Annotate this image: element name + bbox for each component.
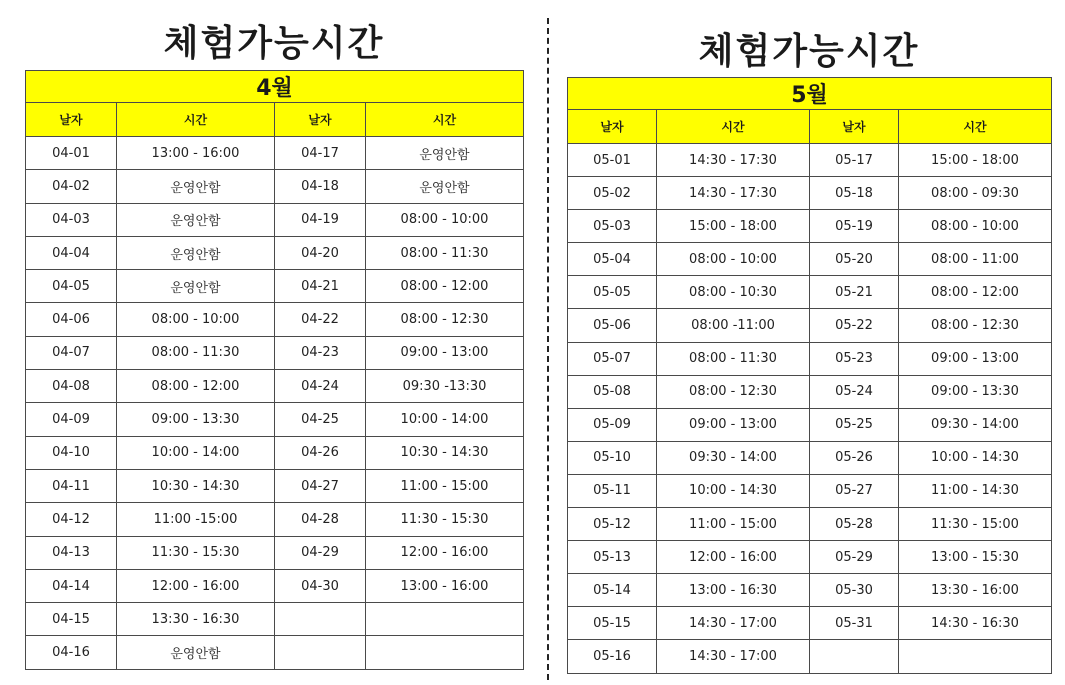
date-cell: 05-29: [810, 541, 899, 574]
table-row: [568, 177, 1052, 210]
date-cell: 05-14: [568, 574, 657, 607]
time-cell: 09:00 - 13:30: [117, 403, 275, 436]
table-row: [26, 370, 524, 403]
date-cell: 04-11: [26, 469, 117, 502]
date-cell: 04-07: [26, 336, 117, 369]
time-cell: 08:00 - 10:30: [657, 276, 810, 309]
table-row: [26, 469, 524, 502]
date-cell: 04-18: [275, 170, 366, 203]
table-row: [568, 408, 1052, 441]
time-cell: 08:00 - 12:00: [366, 270, 524, 303]
time-cell: 13:30 - 16:00: [899, 574, 1052, 607]
date-cell: [275, 603, 366, 636]
table-row: [26, 436, 524, 469]
date-cell: 04-01: [26, 137, 117, 170]
header-time: 시간: [657, 110, 810, 144]
time-cell: 13:00 - 16:30: [657, 574, 810, 607]
date-cell: 05-06: [568, 309, 657, 342]
time-cell: 15:00 - 18:00: [899, 144, 1052, 177]
date-cell: 04-17: [275, 137, 366, 170]
date-cell: 04-02: [26, 170, 117, 203]
time-cell: 운영안함: [117, 270, 275, 303]
april-title: 체험가능시간: [163, 23, 385, 64]
table-row: [26, 603, 524, 636]
date-cell: 04-03: [26, 203, 117, 236]
date-cell: [275, 636, 366, 669]
table-row: [26, 170, 524, 203]
date-cell: 04-15: [26, 603, 117, 636]
date-cell: 04-05: [26, 270, 117, 303]
table-row: [26, 536, 524, 569]
date-cell: 04-25: [275, 403, 366, 436]
date-cell: 04-10: [26, 436, 117, 469]
table-row: [26, 569, 524, 602]
time-cell: 10:30 - 14:30: [117, 469, 275, 502]
date-cell: 05-25: [810, 408, 899, 441]
date-cell: 05-01: [568, 144, 657, 177]
date-cell: 04-09: [26, 403, 117, 436]
time-cell: 14:30 - 17:00: [657, 640, 810, 673]
date-cell: 05-21: [810, 276, 899, 309]
time-cell: 09:00 - 13:30: [899, 375, 1052, 408]
time-cell: 10:00 - 14:30: [657, 474, 810, 507]
header-time: 시간: [366, 103, 524, 137]
table-row: [26, 636, 524, 669]
date-cell: 04-28: [275, 503, 366, 536]
time-cell: 09:30 - 14:00: [899, 408, 1052, 441]
time-cell: 12:00 - 16:00: [657, 541, 810, 574]
header-time: 시간: [117, 103, 275, 137]
date-cell: 05-12: [568, 508, 657, 541]
date-cell: [810, 640, 899, 673]
header-date: 날자: [26, 103, 117, 137]
date-cell: 05-11: [568, 474, 657, 507]
time-cell: 14:30 - 16:30: [899, 607, 1052, 640]
may-title: 체험가능시간: [698, 31, 920, 72]
date-cell: 04-19: [275, 203, 366, 236]
table-row: [26, 303, 524, 336]
time-cell: 08:00 - 10:00: [657, 243, 810, 276]
table-row: [568, 309, 1052, 342]
date-cell: 05-07: [568, 342, 657, 375]
date-cell: 04-29: [275, 536, 366, 569]
header-date: 날자: [568, 110, 657, 144]
date-cell: 04-27: [275, 469, 366, 502]
date-cell: 05-03: [568, 210, 657, 243]
date-cell: 05-05: [568, 276, 657, 309]
time-cell: 08:00 - 11:30: [657, 342, 810, 375]
header-time: 시간: [899, 110, 1052, 144]
date-cell: 04-14: [26, 569, 117, 602]
date-cell: 05-20: [810, 243, 899, 276]
time-cell: 운영안함: [117, 170, 275, 203]
date-cell: 05-27: [810, 474, 899, 507]
date-cell: 05-30: [810, 574, 899, 607]
table-row: [568, 541, 1052, 574]
time-cell: 14:30 - 17:30: [657, 144, 810, 177]
table-row: [568, 474, 1052, 507]
time-cell: 운영안함: [117, 236, 275, 269]
time-cell: 09:00 - 13:00: [899, 342, 1052, 375]
table-row: [568, 607, 1052, 640]
time-cell: 09:30 -13:30: [366, 370, 524, 403]
table-row: [568, 441, 1052, 474]
time-cell: 09:00 - 13:00: [366, 336, 524, 369]
table-row: [568, 508, 1052, 541]
date-cell: 05-16: [568, 640, 657, 673]
table-row: [26, 336, 524, 369]
time-cell: [366, 636, 524, 669]
time-cell: [366, 603, 524, 636]
date-cell: 04-23: [275, 336, 366, 369]
date-cell: 05-26: [810, 441, 899, 474]
time-cell: 14:30 - 17:00: [657, 607, 810, 640]
date-cell: 05-24: [810, 375, 899, 408]
time-cell: 15:00 - 18:00: [657, 210, 810, 243]
time-cell: 08:00 - 12:30: [366, 303, 524, 336]
date-cell: 04-22: [275, 303, 366, 336]
time-cell: 08:00 - 10:00: [899, 210, 1052, 243]
date-cell: 04-24: [275, 370, 366, 403]
header-date: 날자: [275, 103, 366, 137]
time-cell: 08:00 - 11:30: [117, 336, 275, 369]
date-cell: 05-31: [810, 607, 899, 640]
date-cell: 04-16: [26, 636, 117, 669]
date-cell: 05-13: [568, 541, 657, 574]
date-cell: 05-02: [568, 177, 657, 210]
date-cell: 04-06: [26, 303, 117, 336]
date-cell: 04-12: [26, 503, 117, 536]
time-cell: 10:00 - 14:00: [366, 403, 524, 436]
time-cell: 08:00 - 11:30: [366, 236, 524, 269]
date-cell: 05-04: [568, 243, 657, 276]
time-cell: 11:30 - 15:30: [366, 503, 524, 536]
time-cell: 09:30 - 14:00: [657, 441, 810, 474]
date-cell: 04-20: [275, 236, 366, 269]
may-month-header: 5월: [568, 78, 1052, 110]
time-cell: 08:00 - 11:00: [899, 243, 1052, 276]
table-row: [568, 144, 1052, 177]
date-cell: 05-23: [810, 342, 899, 375]
time-cell: 13:00 - 16:00: [117, 137, 275, 170]
table-row: [26, 203, 524, 236]
table-row: [26, 503, 524, 536]
date-cell: 05-17: [810, 144, 899, 177]
date-cell: 05-08: [568, 375, 657, 408]
table-row: [26, 137, 524, 170]
table-row: [568, 276, 1052, 309]
date-cell: 05-22: [810, 309, 899, 342]
table-row: [568, 574, 1052, 607]
time-cell: 13:30 - 16:30: [117, 603, 275, 636]
date-cell: 05-19: [810, 210, 899, 243]
time-cell: 10:00 - 14:00: [117, 436, 275, 469]
time-cell: 10:00 - 14:30: [899, 441, 1052, 474]
table-row: [26, 236, 524, 269]
time-cell: 08:00 -11:00: [657, 309, 810, 342]
time-cell: 운영안함: [117, 636, 275, 669]
time-cell: 10:30 - 14:30: [366, 436, 524, 469]
date-cell: 04-26: [275, 436, 366, 469]
may-schedule-table: [567, 77, 1052, 674]
time-cell: 08:00 - 10:00: [117, 303, 275, 336]
date-cell: 04-13: [26, 536, 117, 569]
date-cell: 04-21: [275, 270, 366, 303]
time-cell: 08:00 - 09:30: [899, 177, 1052, 210]
time-cell: 운영안함: [117, 203, 275, 236]
time-cell: 13:00 - 16:00: [366, 569, 524, 602]
table-row: [568, 243, 1052, 276]
time-cell: 12:00 - 16:00: [366, 536, 524, 569]
time-cell: 13:00 - 15:30: [899, 541, 1052, 574]
date-cell: 05-10: [568, 441, 657, 474]
time-cell: 11:00 - 14:30: [899, 474, 1052, 507]
april-month-header: 4월: [26, 71, 524, 103]
time-cell: 08:00 - 12:00: [117, 370, 275, 403]
time-cell: [899, 640, 1052, 673]
time-cell: 운영안함: [366, 137, 524, 170]
time-cell: 08:00 - 10:00: [366, 203, 524, 236]
date-cell: 05-09: [568, 408, 657, 441]
time-cell: 12:00 - 16:00: [117, 569, 275, 602]
april-schedule-table: [25, 70, 524, 670]
time-cell: 08:00 - 12:30: [899, 309, 1052, 342]
time-cell: 08:00 - 12:30: [657, 375, 810, 408]
table-row: [568, 640, 1052, 673]
date-cell: 04-30: [275, 569, 366, 602]
time-cell: 11:00 - 15:00: [366, 469, 524, 502]
date-cell: 05-28: [810, 508, 899, 541]
date-cell: 04-08: [26, 370, 117, 403]
table-row: [26, 403, 524, 436]
table-row: [568, 375, 1052, 408]
page-divider: [547, 18, 549, 680]
time-cell: 11:30 - 15:00: [899, 508, 1052, 541]
header-date: 날자: [810, 110, 899, 144]
date-cell: 05-18: [810, 177, 899, 210]
time-cell: 08:00 - 12:00: [899, 276, 1052, 309]
time-cell: 09:00 - 13:00: [657, 408, 810, 441]
table-row: [568, 342, 1052, 375]
time-cell: 14:30 - 17:30: [657, 177, 810, 210]
date-cell: 04-04: [26, 236, 117, 269]
time-cell: 11:00 - 15:00: [657, 508, 810, 541]
date-cell: 05-15: [568, 607, 657, 640]
time-cell: 11:30 - 15:30: [117, 536, 275, 569]
table-row: [26, 270, 524, 303]
table-row: [568, 210, 1052, 243]
time-cell: 11:00 -15:00: [117, 503, 275, 536]
time-cell: 운영안함: [366, 170, 524, 203]
